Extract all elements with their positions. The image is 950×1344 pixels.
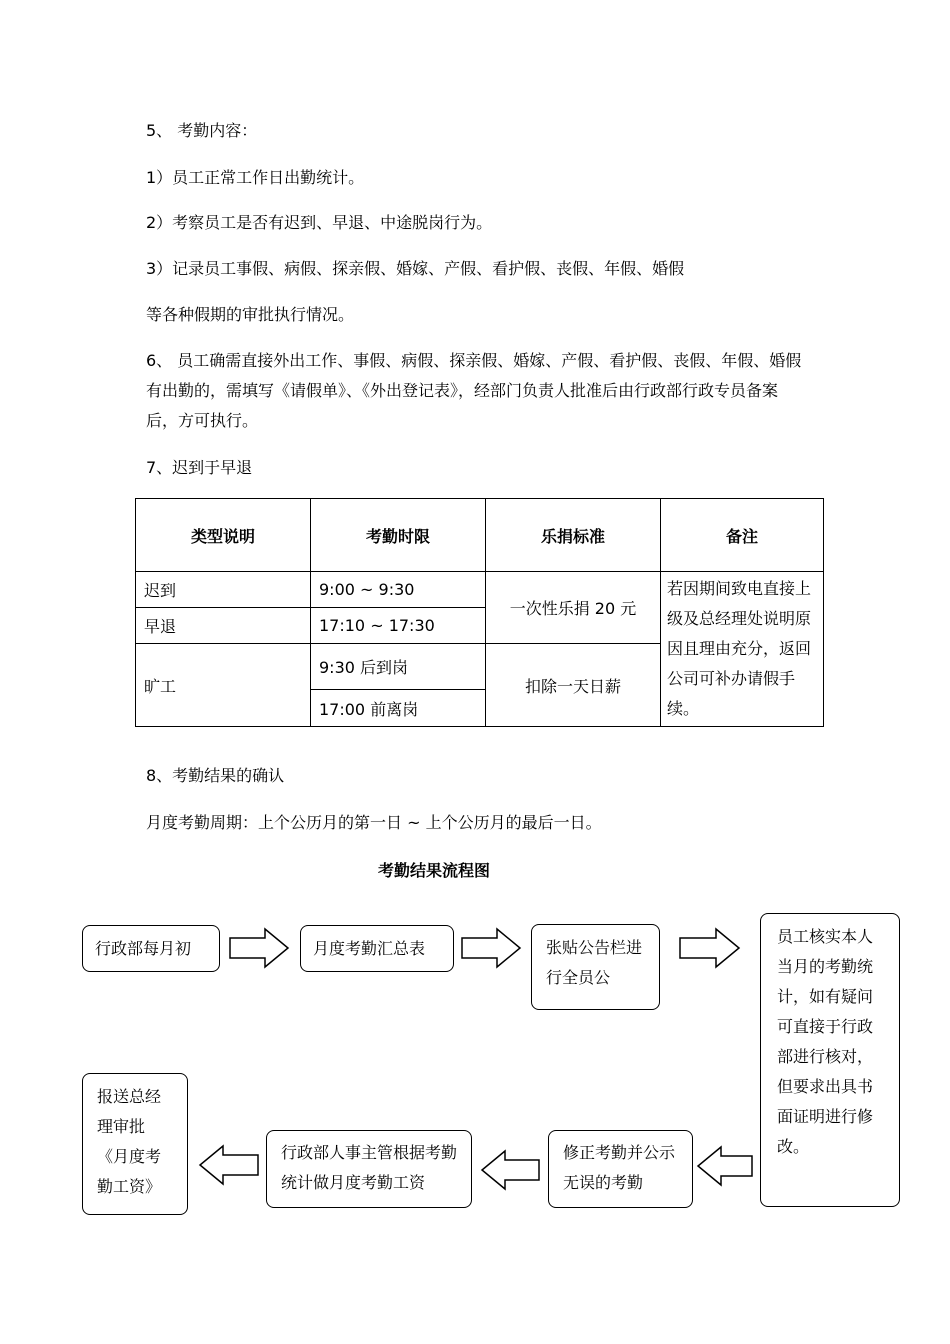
section-6-paragraph: 6、 员工确需直接外出工作、事假、病假、探亲假、婚嫁、产假、看护假、丧假、年假、婚假有出勤的，需填写《请假单》、《外出登记表》，经部门负责人批准后由行政部行政专员备案后，方可执行。 (146, 351, 802, 430)
section-8-period: 月度考勤周期：上个公历月的第一日 ~ 上个公历月的最后一日。 (146, 813, 602, 832)
table-cell: 一次性乐捐 20 元 (486, 572, 661, 644)
table-header: 乐捐标准 (486, 499, 661, 572)
table-header: 类型说明 (136, 499, 311, 572)
table-cell: 旷工 (136, 644, 311, 727)
section-7-title: 7、迟到于早退 (146, 458, 253, 477)
table-cell: 17:00 前离岗 (311, 690, 486, 727)
table-cell: 扣除一天日薪 (486, 644, 661, 727)
arrow-right-icon (230, 929, 288, 967)
flowchart-title: 考勤结果流程图 (377, 861, 490, 880)
arrow-left-icon (698, 1147, 752, 1185)
flow-step-4: 员工核实本人当月的考勤统计，如有疑问可直接于行政部进行核对，但要求出具书面证明进行修改。 (760, 913, 900, 1207)
flow-step-2: 月度考勤汇总表 (300, 925, 454, 972)
flow-step-1: 行政部每月初 (82, 925, 220, 972)
table-cell: 9:00 ~ 9:30 (311, 572, 486, 608)
flow-step-3: 张贴公告栏进行全员公 (531, 924, 660, 1010)
section-5-item-3-cont: 等各种假期的审批执行情况。 (146, 305, 355, 324)
table-cell: 17:10 ~ 17:30 (311, 608, 486, 644)
section-5-item-1: 1）员工正常工作日出勤统计。 (146, 168, 365, 187)
flow-step-5: 修正考勤并公示无误的考勤 (548, 1130, 693, 1208)
arrow-left-icon (482, 1151, 539, 1189)
arrow-right-icon (680, 929, 739, 967)
section-5-item-3: 3）记录员工事假、病假、探亲假、婚嫁、产假、看护假、丧假、年假、婚假 (146, 259, 685, 278)
section-5-title: 5、 考勤内容： (146, 121, 258, 140)
table-header: 考勤时限 (311, 499, 486, 572)
flow-step-7: 报送总经理审批《月度考勤工资》 (82, 1073, 188, 1215)
section-5-item-2: 2）考察员工是否有迟到、早退、中途脱岗行为。 (146, 213, 493, 232)
arrow-left-icon (200, 1146, 258, 1184)
flow-step-6: 行政部人事主管根据考勤统计做月度考勤工资 (266, 1130, 472, 1208)
table-header: 备注 (661, 499, 824, 572)
table-cell-note: 若因期间致电直接上级及总经理处说明原因且理由充分，返回公司可补办请假手续。 (661, 572, 824, 727)
table-cell: 9:30 后到岗 (311, 644, 486, 690)
table-cell: 迟到 (136, 572, 311, 608)
section-8-title: 8、考勤结果的确认 (146, 766, 285, 785)
arrow-right-icon (462, 929, 520, 967)
table-cell: 早退 (136, 608, 311, 644)
